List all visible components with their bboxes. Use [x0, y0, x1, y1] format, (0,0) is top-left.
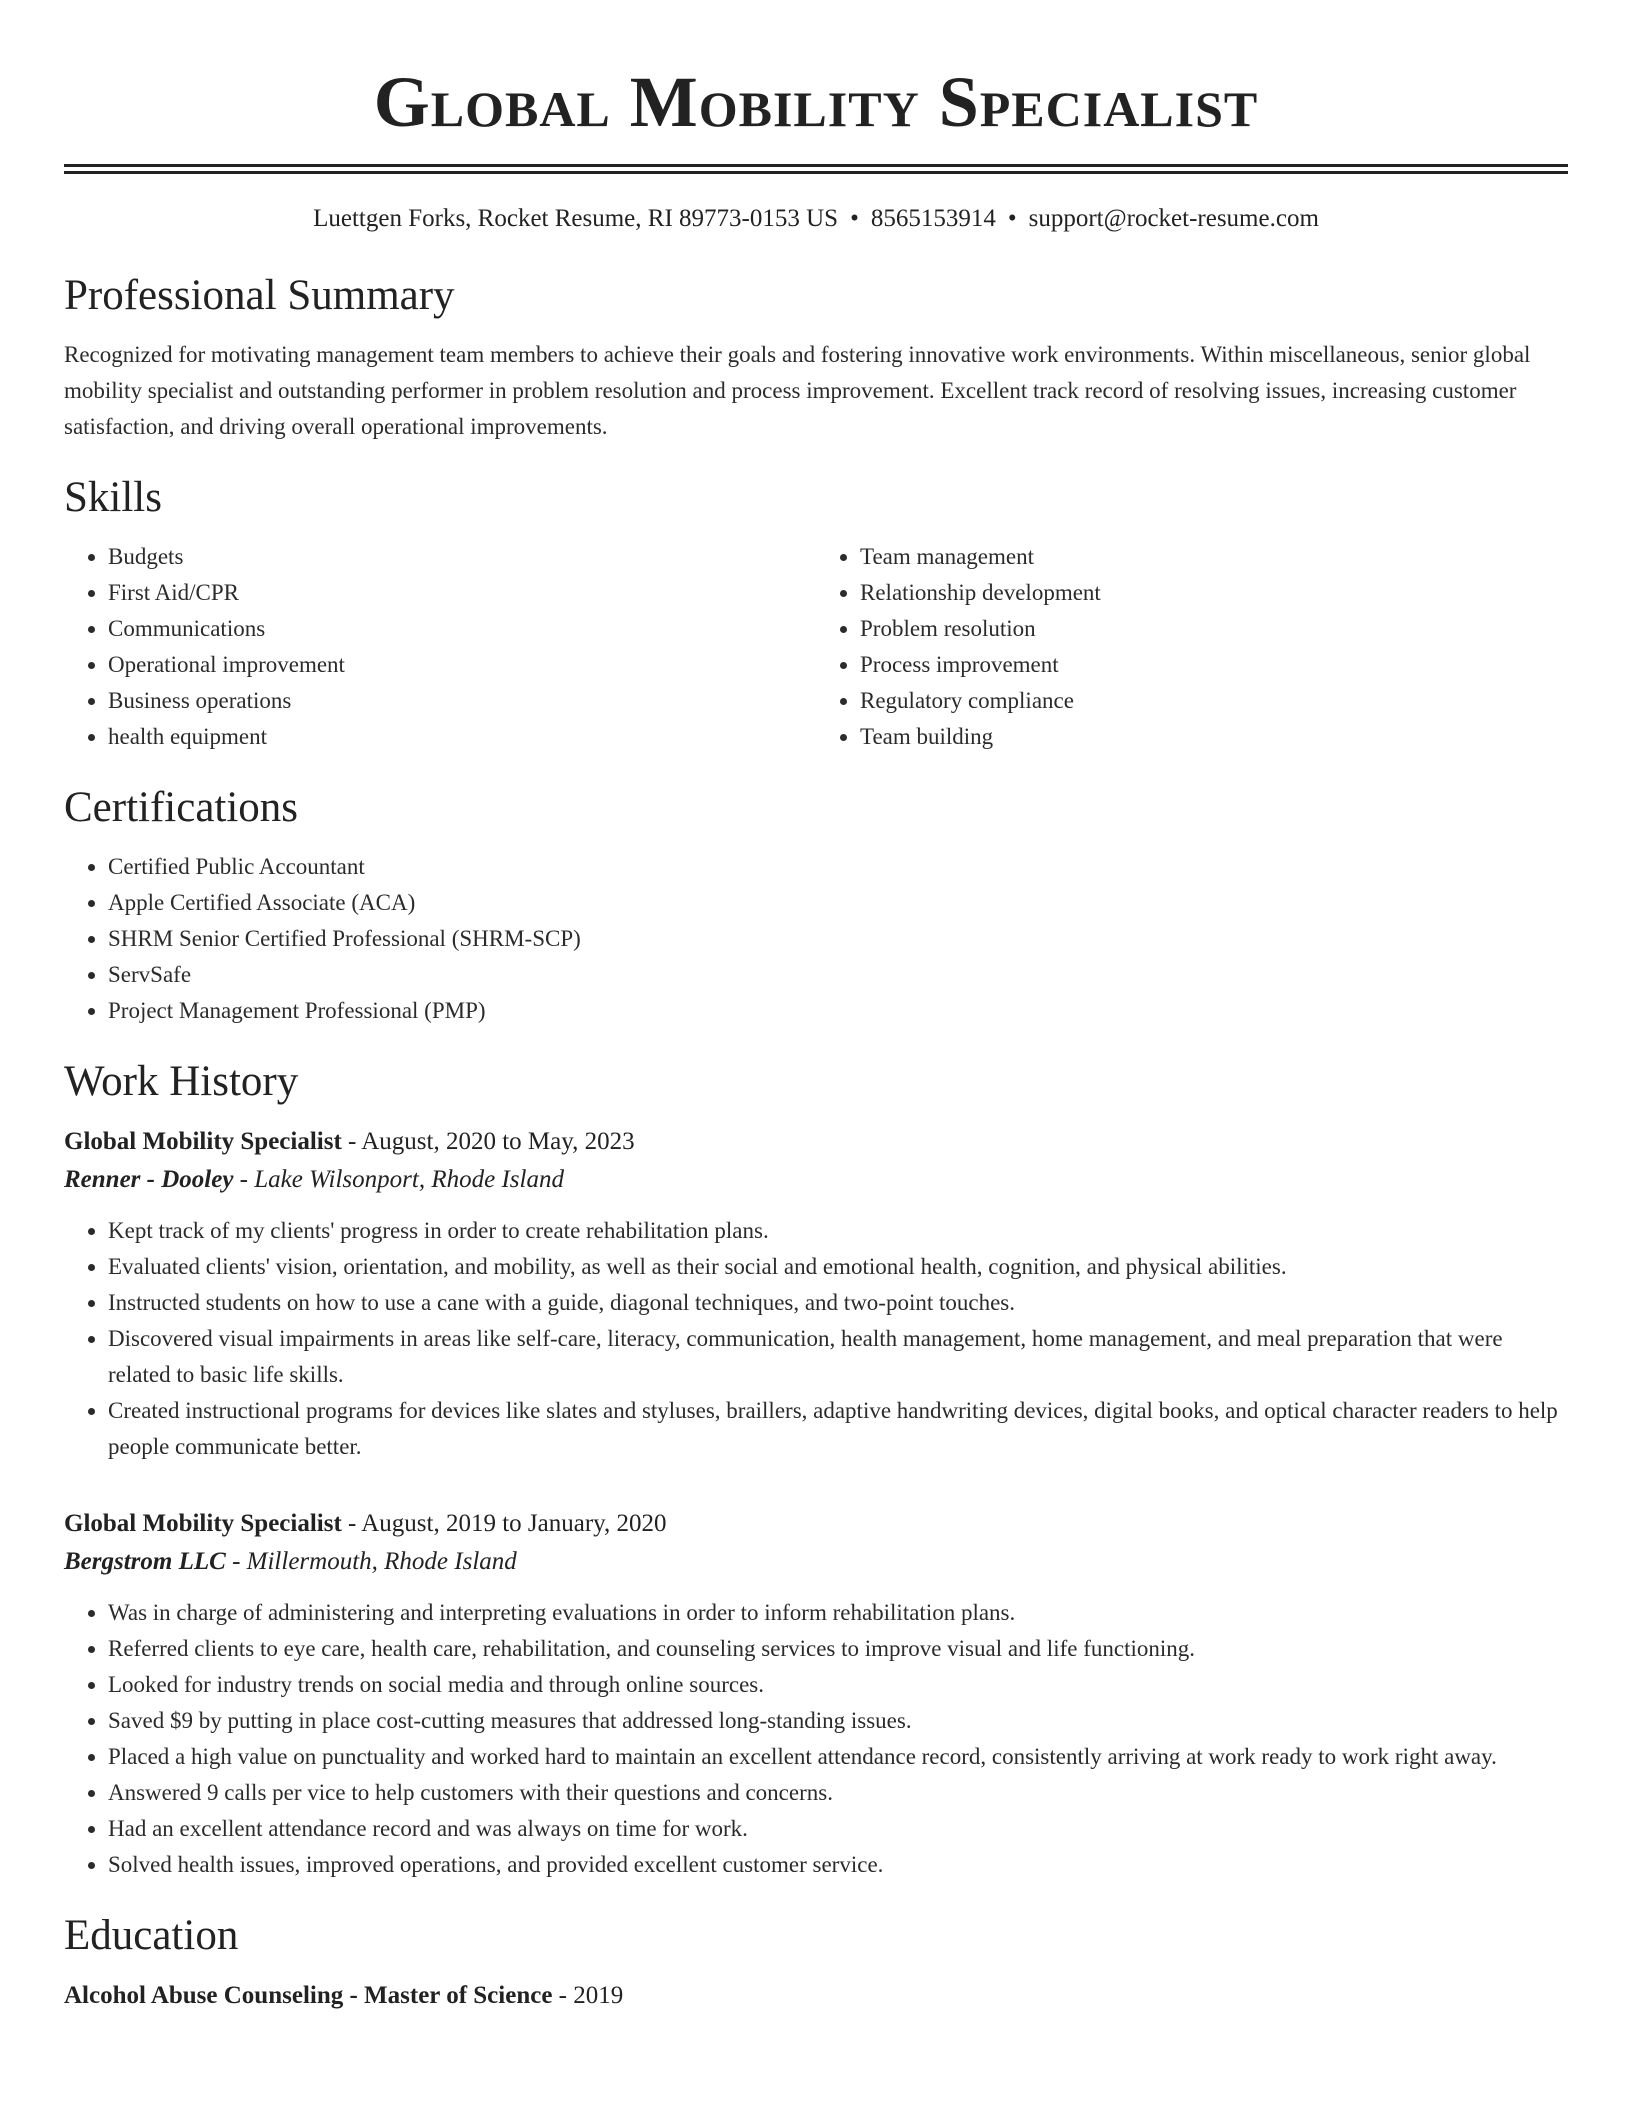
job-title: Global Mobility Specialist	[64, 1510, 342, 1537]
certification-item: • ServSafe	[108, 957, 1568, 993]
skills-right-list	[816, 539, 1568, 755]
education-degree: Alcohol Abuse Counseling - Master of Science	[64, 1982, 553, 2009]
job-company: Bergstrom LLC	[64, 1548, 226, 1575]
contact-separator: •	[850, 205, 859, 232]
job-dates: - August, 2020 to May, 2023	[341, 1128, 635, 1155]
skill-item: • Team management	[860, 539, 1568, 575]
job-bullet: • Was in charge of administering and interpreting evaluations in order to inform rehabilitation plans.	[108, 1595, 1568, 1631]
summary-text: Recognized for motivating management team members to achieve their goals and fostering innovative work environments. Within miscellaneous, senior global mobility specialist and outstanding performer in problem resolution and process improvement. Excellent track record of resolving issues, increasing customer satisfaction, and driving overall operational improvements.	[64, 342, 1531, 439]
job-entry	[64, 1505, 1568, 1883]
job-company-line	[64, 1161, 1568, 1199]
contact-line	[64, 203, 1568, 235]
education-entry	[64, 1977, 1568, 2015]
job-bullet: • Answered 9 calls per vice to help customers with their questions and concerns.	[108, 1775, 1568, 1811]
job-bullet: • Saved $9 by putting in place cost-cutting measures that addressed long-standing issues.	[108, 1703, 1568, 1739]
job-title-line	[64, 1505, 1568, 1543]
skills-columns	[64, 539, 1568, 755]
job-bullet: • Looked for industry trends on social media and through online sources.	[108, 1667, 1568, 1703]
job-bullet: • Had an excellent attendance record and was always on time for work.	[108, 1811, 1568, 1847]
job-company: Renner - Dooley	[64, 1166, 234, 1193]
skill-item: • Team building	[860, 719, 1568, 755]
skill-item: • Business operations	[108, 683, 816, 719]
skill-item: • Operational improvement	[108, 647, 816, 683]
job-bullets	[64, 1595, 1568, 1883]
job-dates: - August, 2019 to January, 2020	[341, 1510, 667, 1537]
job-bullet: • Referred clients to eye care, health care, rehabilitation, and counseling services to improve visual and life functioning.	[108, 1631, 1568, 1667]
job-title-line	[64, 1123, 1568, 1161]
skill-item: • health equipment	[108, 719, 816, 755]
skill-item: • Communications	[108, 611, 816, 647]
job-bullet: • Instructed students on how to use a cane with a guide, diagonal techniques, and two-point touches.	[108, 1285, 1568, 1321]
job-company-line	[64, 1543, 1568, 1581]
contact-phone: 8565153914	[870, 205, 996, 232]
skill-item: • Problem resolution	[860, 611, 1568, 647]
header-double-rule	[64, 164, 1568, 174]
candidate-name: Global Mobility Specialist	[373, 62, 1259, 142]
skills-left-list	[64, 539, 816, 755]
job-bullet: • Evaluated clients' vision, orientation, and mobility, as well as their social and emotional health, cognition, and physical abilities.	[108, 1249, 1568, 1285]
job-title: Global Mobility Specialist	[64, 1128, 342, 1155]
contact-email[interactable]: support@rocket-resume.com	[1028, 205, 1319, 232]
certification-item: • SHRM Senior Certified Professional (SHRM-SCP)	[108, 921, 1568, 957]
job-bullet: • Created instructional programs for devices like slates and styluses, braillers, adaptive handwriting devices, digital books, and optical character readers to help people communicate better.	[108, 1393, 1568, 1465]
job-bullet: • Placed a high value on punctuality and worked hard to maintain an excellent attendance record, consistently arriving at work ready to work right away.	[108, 1739, 1568, 1775]
certifications-heading: Certifications	[64, 784, 299, 831]
job-location: - Lake Wilsonport, Rhode Island	[233, 1166, 564, 1193]
skill-item: • First Aid/CPR	[108, 575, 816, 611]
job-bullet: • Solved health issues, improved operations, and provided excellent customer service.	[108, 1847, 1568, 1883]
summary-heading: Professional Summary	[64, 272, 455, 319]
job-bullet: • Discovered visual impairments in areas like self-care, literacy, communication, health management, home management, and meal preparation that were related to basic life skills.	[108, 1321, 1568, 1393]
education-year: - 2019	[552, 1982, 624, 2009]
work-history-heading: Work History	[64, 1058, 299, 1105]
certification-item: • Apple Certified Associate (ACA)	[108, 885, 1568, 921]
job-bullet: • Kept track of my clients' progress in order to create rehabilitation plans.	[108, 1213, 1568, 1249]
contact-address: Luettgen Forks, Rocket Resume, RI 89773-0153 US	[313, 205, 839, 232]
skill-item: • Regulatory compliance	[860, 683, 1568, 719]
skill-item: • Budgets	[108, 539, 816, 575]
skills-heading: Skills	[64, 474, 162, 521]
certifications-list	[64, 849, 1568, 1029]
skill-item: • Relationship development	[860, 575, 1568, 611]
job-bullets	[64, 1213, 1568, 1465]
education-heading: Education	[64, 1912, 239, 1959]
certification-item: • Certified Public Accountant	[108, 849, 1568, 885]
certification-item: • Project Management Professional (PMP)	[108, 993, 1568, 1029]
job-location: - Millermouth, Rhode Island	[225, 1548, 517, 1575]
contact-separator: •	[1007, 205, 1017, 232]
job-entry	[64, 1123, 1568, 1465]
skill-item: • Process improvement	[860, 647, 1568, 683]
